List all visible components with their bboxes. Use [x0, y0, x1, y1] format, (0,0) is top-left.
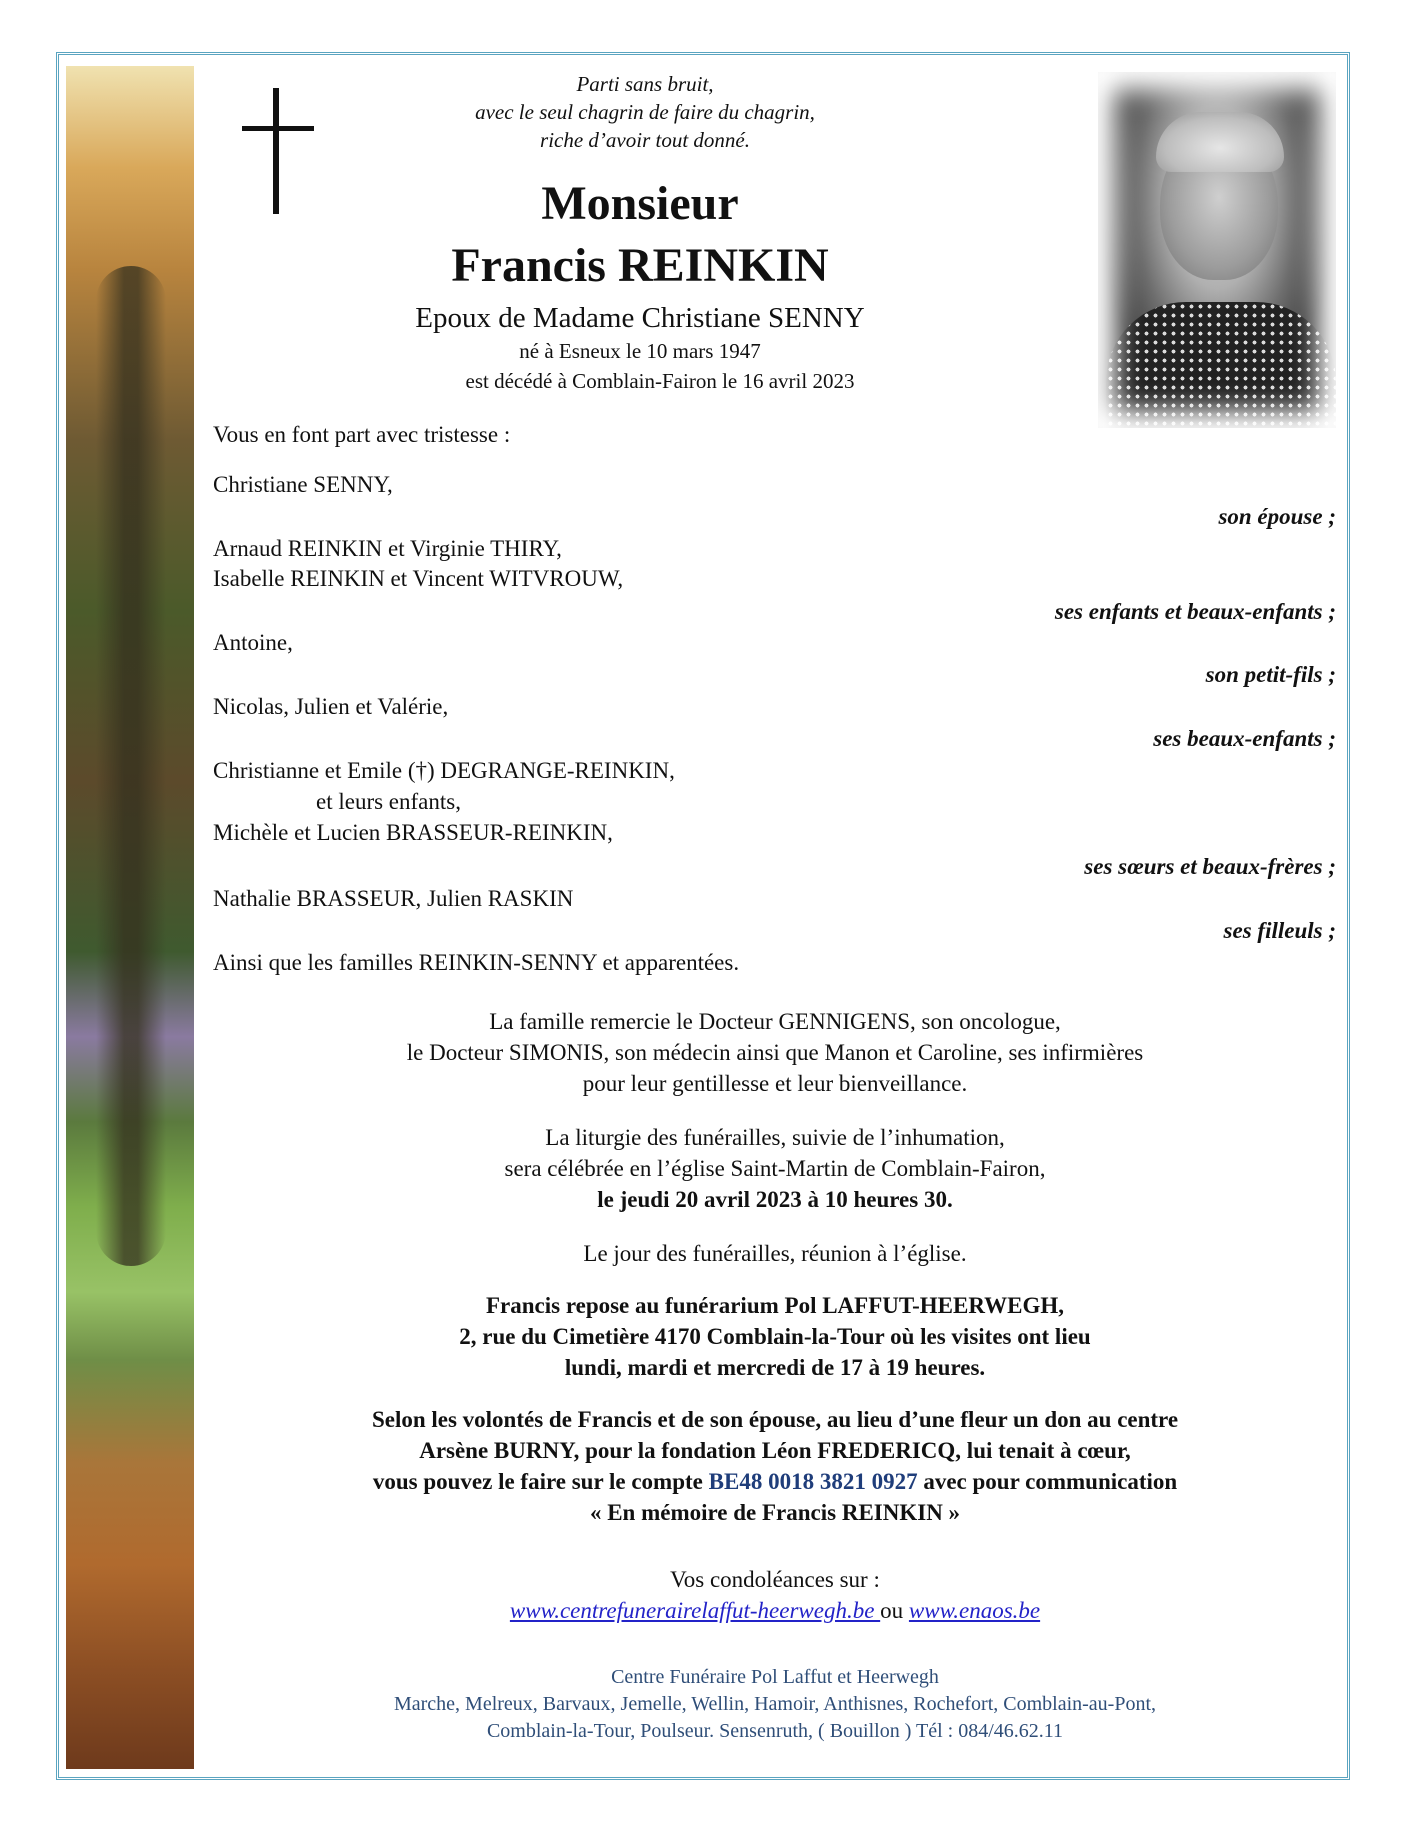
footer-locations: Marche, Melreux, Barvaux, Jemelle, Wellin, Hamoir, Anthisnes, Rochefort, Comblain-au-Pont, — [393, 1693, 1157, 1715]
family-member: Nicolas, Julien et Valérie, — [213, 694, 449, 719]
family-member: Christiane SENNY, — [213, 472, 393, 497]
family-closing: Ainsi que les familles REINKIN-SENNY et apparentées. — [213, 950, 740, 975]
family-member: Michèle et Lucien BRASSEUR-REINKIN, — [213, 820, 613, 845]
family-role: son petit-fils ; — [1205, 662, 1336, 687]
link-separator: ou — [880, 1598, 909, 1623]
family-member: et leurs enfants, — [316, 789, 461, 814]
thanks-line: pour leur gentillesse et leur bienveillance. — [582, 1071, 968, 1096]
footer-contact: Comblain-la-Tour, Poulseur. Sensenruth, ( Bouillon ) Tél : 084/46.62.11 — [486, 1720, 1064, 1742]
honorific: Monsieur — [541, 177, 739, 230]
portrait-hair — [1156, 112, 1284, 172]
quote-line: avec le seul chagrin de faire du chagrin, — [475, 100, 815, 124]
donation-text: avec pour communication — [917, 1469, 1178, 1494]
visits-line: lundi, mardi et mercredi de 17 à 19 heures. — [564, 1355, 986, 1380]
family-role: ses filleuls ; — [1223, 918, 1336, 943]
family-member: Nathalie BRASSEUR, Julien RASKIN — [213, 886, 574, 911]
portrait-shirt — [1106, 302, 1336, 428]
liturgy-line: sera célébrée en l’église Saint-Martin de Comblain-Fairon, — [504, 1156, 1046, 1181]
condolences-block — [200, 1564, 1350, 1626]
quote-line: riche d’avoir tout donné. — [540, 128, 750, 152]
family-role: ses sœurs et beaux-frères ; — [1084, 854, 1336, 879]
thanks-line: le Docteur SIMONIS, son médecin ainsi que Manon et Caroline, ses infirmières — [406, 1040, 1144, 1065]
cross-icon — [238, 88, 318, 218]
donation-line: Arsène BURNY, pour la fondation Léon FREDERICQ, lui tenait à cœur, — [419, 1438, 1131, 1463]
family-role: ses enfants et beaux-enfants ; — [1054, 599, 1336, 624]
family-member: Arnaud REINKIN et Virginie THIRY, — [213, 536, 562, 561]
tree-photo-strip — [66, 66, 194, 1769]
footer-title: Centre Funéraire Pol Laffut et Heerwegh — [611, 1666, 939, 1688]
intro-text: Vous en font part avec tristesse : — [213, 422, 511, 447]
visits-paragraph — [200, 1290, 1350, 1383]
thanks-paragraph — [200, 1006, 1350, 1099]
quote-line: Parti sans bruit, — [576, 72, 714, 96]
death-line: est décédé à Comblain-Fairon le 16 avril 2023 — [465, 369, 855, 393]
family-role: son épouse ; — [1218, 504, 1336, 529]
enaos-link[interactable]: www.enaos.be — [908, 1598, 1041, 1623]
deceased-name: Francis REINKIN — [451, 239, 829, 292]
footer — [200, 1664, 1350, 1745]
family-member: Antoine, — [213, 630, 293, 655]
family-role: ses beaux-enfants ; — [1153, 726, 1336, 751]
portrait-photo — [1098, 72, 1336, 428]
family-member: Isabelle REINKIN et Vincent WITVROUW, — [213, 566, 624, 591]
visits-line: Francis repose au funérarium Pol LAFFUT-HEERWEGH, — [485, 1293, 1065, 1318]
liturgy-paragraph — [200, 1122, 1350, 1215]
condolences-label: Vos condoléances sur : — [670, 1567, 880, 1592]
donation-line: Selon les volontés de Francis et de son épouse, au lieu d’une fleur un don au centre — [371, 1407, 1179, 1432]
spouse-line: Epoux de Madame Christiane SENNY — [415, 302, 865, 334]
meeting-line: Le jour des funérailles, réunion à l’église. — [583, 1241, 967, 1266]
iban-number: BE48 0018 3821 0927 — [708, 1469, 918, 1494]
portrait-face — [1160, 130, 1278, 280]
birth-line: né à Esneux le 10 mars 1947 — [519, 339, 761, 363]
condolences-links — [200, 1595, 1350, 1626]
family-member: Christianne et Emile (†) DEGRANGE-REINKIN, — [213, 758, 675, 783]
visits-line: 2, rue du Cimetière 4170 Comblain-la-Tour où les visites ont lieu — [459, 1324, 1091, 1349]
liturgy-line: La liturgie des funérailles, suivie de l’inhumation, — [545, 1125, 1005, 1150]
donation-line: « En mémoire de Francis REINKIN » — [589, 1500, 961, 1525]
funeral-center-link[interactable]: www.centrefunerairelaffut-heerwegh.be — [509, 1598, 881, 1623]
liturgy-date: le jeudi 20 avril 2023 à 10 heures 30. — [597, 1187, 953, 1212]
donation-text: vous pouvez le faire sur le compte — [372, 1469, 709, 1494]
donation-paragraph — [200, 1404, 1350, 1528]
opening-quote — [420, 70, 870, 154]
thanks-line: La famille remercie le Docteur GENNIGENS, son oncologue, — [489, 1009, 1061, 1034]
donation-line — [200, 1466, 1350, 1497]
